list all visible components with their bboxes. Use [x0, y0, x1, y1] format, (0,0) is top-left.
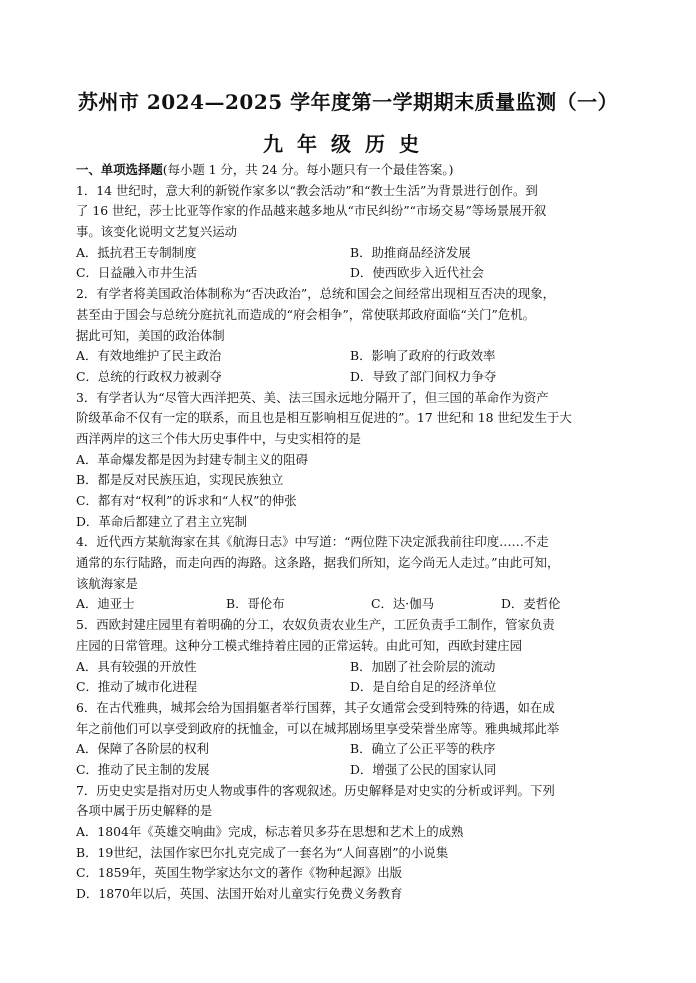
option-c: C．1859年，英国生物学家达尔文的著作《物种起源》出版 [76, 865, 402, 881]
question-stem-line: 事。该变化说明文艺复兴运动 [76, 224, 238, 240]
option-c: C．日益融入市井生活 [76, 265, 197, 281]
question [76, 532, 624, 615]
option-row [76, 739, 624, 760]
option-c: C．都有对“权利”的诉求和“人权”的伸张 [76, 493, 297, 508]
question-stem-line: 2．有学者将美国政治体制称为“否决政治”，总统和国会之间经常出现相互否决的现象， [76, 286, 556, 302]
question-stem-line: 该航海家是 [76, 575, 138, 591]
question [76, 284, 624, 387]
option-row [76, 367, 624, 388]
exam-content [76, 160, 624, 905]
question [76, 615, 624, 698]
question-stem-line: 年之前他们可以享受到政府的抚恤金，可以在城邦剧场里享受荣誉坐席等。雅典城邦此举 [76, 720, 560, 736]
option-b: B．确立了公正平等的秩序 [350, 741, 496, 757]
option-d: D．是自给自足的经济单位 [350, 679, 497, 695]
option-a: A．抵抗君王专制制度 [76, 244, 197, 260]
section-header [76, 160, 624, 181]
option-d: D．革命后都建立了君主立宪制 [76, 513, 248, 529]
question-stem-line: 各项中属于历史解释的是 [76, 803, 213, 819]
option-c: C．总统的行政权力被剥夺 [76, 368, 222, 384]
option-c: C．达·伽马 [371, 596, 434, 612]
option-b: B．加剧了社会阶层的流动 [350, 658, 496, 674]
question-stem-line: 6．在古代雅典，城邦会给为国捐躯者举行国葬，其子女通常会受到特殊的待遇，如在成 [76, 699, 555, 715]
option-a: A．有效地维护了民主政治 [76, 348, 222, 364]
option-a: A．1804年《英雄交响曲》完成，标志着贝多芬在思想和艺术上的成熟 [76, 824, 464, 839]
option-d: D．导致了部门间权力争夺 [350, 368, 497, 384]
question-stem-line: 通常的东行陆路，而走向西的海路。这条路，据我们所知，迄今尚无人走过。”由此可知， [76, 555, 560, 571]
option-d: D．1870年以后，英国、法国开始对儿童实行免费义务教育 [76, 886, 403, 902]
question-stem-line: 3．有学者认为“尽管大西洋把英、美、法三国永远地分隔开了，但三国的革命作为资产 [76, 389, 549, 405]
question-stem-line: 4．近代西方某航海家在其《航海日志》中写道：“两位陛下决定派我前往印度……不走 [76, 534, 549, 550]
option-row [76, 263, 624, 284]
option-row [76, 760, 624, 781]
option-a: A．革命爆发都是因为封建专制主义的阻碍 [76, 451, 308, 467]
question-stem-line: 阶级革命不仅有一定的联系，而且也是相互影响相互促进的”。17 世纪和 18 世纪发生于大 [76, 410, 572, 426]
question [76, 698, 624, 781]
option-b: B．都是反对民族压迫，实现民族独立 [76, 472, 284, 488]
question-stem-line: 据此可知，美国的政治体制 [76, 327, 225, 343]
option-b: B．19世纪，法国作家巴尔扎克完成了一套名为“人间喜剧”的小说集 [76, 844, 449, 860]
question-stem-line: 7．历史史实是指对历史人物或事件的客观叙述。历史解释是对史实的分析或评判。下列 [76, 782, 555, 798]
question-stem-line: 庄园的日常管理。这种分工模式维持着庄园的正常运转。由此可知，西欧封建庄园 [76, 637, 523, 653]
option-b: B．助推商品经济发展 [350, 244, 471, 260]
option-row [76, 594, 624, 615]
option-d: D．麦哲伦 [501, 596, 561, 612]
question-stem-line: 5．西欧封建庄园里有着明确的分工，农奴负责农业生产，工匠负责手工制作，管家负责 [76, 617, 555, 633]
option-c: C．推动了城市化进程 [76, 679, 197, 695]
option-a: A．迪亚士 [76, 596, 135, 612]
option-b: B．哥伦布 [226, 596, 285, 612]
option-row [76, 346, 624, 367]
question [76, 388, 624, 533]
question-stem-line: 甚至由于国会与总统分庭抗礼而造成的“府会相争”，常使联邦政府面临“关门”危机。 [76, 306, 536, 322]
option-d: D．增强了公民的国家认同 [350, 761, 497, 777]
question-stem-line: 了 16 世纪，莎士比亚等作家的作品越来越多地从“市民纠纷”“市场交易”等场景展开叙 [76, 203, 547, 219]
question [76, 781, 624, 905]
question [76, 181, 624, 284]
option-c: C．推动了民主制的发展 [76, 761, 210, 777]
option-d: D．使西欧步入近代社会 [350, 265, 484, 281]
exam-subject: 九年级历史 [263, 132, 433, 156]
question-stem-line: 1．14 世纪时，意大利的新锐作家多以“教会活动”和“教士生活”为背景进行创作。到 [76, 182, 538, 198]
question-stem-line: 西洋两岸的这三个伟大历史事件中，与史实相符的是 [76, 430, 361, 446]
option-b: B．影响了政府的行政效率 [350, 348, 496, 364]
option-a: A．具有较强的开放性 [76, 658, 197, 674]
section-heading: 一、单项选择题 [76, 162, 163, 177]
exam-title: 苏州市 2024—2025 学年度第一学期期末质量监测（一） [77, 90, 619, 114]
section-note: (每小题 1 分，共 24 分。每小题只有一个最佳答案。) [162, 162, 454, 177]
option-row [76, 657, 624, 678]
option-a: A．保障了各阶层的权利 [76, 741, 209, 757]
option-row [76, 243, 624, 264]
option-row [76, 677, 624, 698]
